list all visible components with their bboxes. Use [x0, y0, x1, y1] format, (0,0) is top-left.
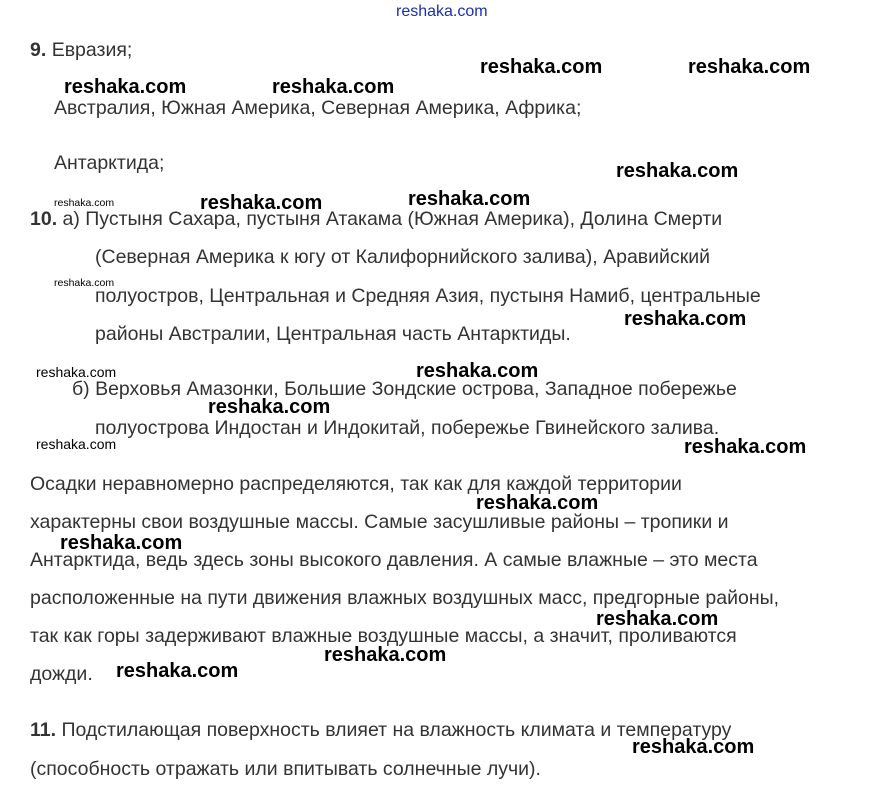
explanation-line-1: Осадки неравномерно распределяются, так как для каждой территории: [30, 473, 682, 495]
watermark: reshaka.com: [624, 308, 747, 330]
explanation-line-6: дожди.: [30, 663, 93, 685]
watermark: reshaka.com: [60, 532, 183, 554]
q10-a-line-4: районы Австралии, Центральная часть Антарктиды.: [95, 323, 571, 345]
q10-a-line-2: (Северная Америка к югу от Калифорнийского залива), Аравийский: [95, 246, 711, 268]
watermark: reshaka.com: [632, 736, 755, 758]
q11-line-1-text: Подстилающая поверхность влияет на влажность климата и температуру: [61, 719, 732, 741]
q10-a-line-1-text: а) Пустыня Сахара, пустыня Атакама (Южная Америка), Долина Смерти: [62, 208, 723, 230]
q9-number: 9.: [30, 39, 47, 61]
q9-line-1: [30, 38, 132, 62]
watermark: reshaka.com: [596, 608, 719, 630]
watermark: reshaka.com: [684, 436, 807, 458]
header-site-watermark: reshaka.com: [396, 3, 488, 20]
explanation-line-2: характерны свои воздушные массы. Самые засушливые районы – тропики и: [30, 511, 729, 533]
q10-number: 10.: [30, 208, 58, 230]
watermark: reshaka.com: [54, 197, 115, 209]
watermark: reshaka.com: [476, 492, 599, 514]
watermark: reshaka.com: [208, 396, 331, 418]
watermark: reshaka.com: [408, 188, 531, 210]
q10-a-line-3: полуостров, Центральная и Средняя Азия, пустыня Намиб, центральные: [95, 285, 761, 307]
q10-b-line-1: б) Верховья Амазонки, Большие Зондские острова, Западное побережье: [72, 378, 737, 400]
q11-number: 11.: [30, 719, 57, 741]
watermark: reshaka.com: [64, 76, 187, 98]
explanation-line-5: так как горы задерживают влажные воздушные массы, а значит, проливаются: [30, 625, 737, 647]
explanation-line-3: Антарктида, ведь здесь зоны высокого давления. А самые влажные – это места: [30, 549, 758, 571]
watermark: reshaka.com: [54, 277, 115, 289]
q11-line-1: [30, 718, 731, 742]
watermark: reshaka.com: [116, 660, 239, 682]
watermark: reshaka.com: [480, 56, 603, 78]
watermark: reshaka.com: [324, 644, 447, 666]
watermark: reshaka.com: [416, 360, 539, 382]
watermark: reshaka.com: [36, 364, 117, 380]
watermark: reshaka.com: [272, 76, 395, 98]
q10-a-line-1: [30, 207, 722, 231]
q11-line-2: (способность отражать или впитывать солнечные лучи).: [30, 758, 541, 780]
watermark: reshaka.com: [36, 436, 117, 452]
q9-line-2: Австралия, Южная Америка, Северная Америка, Африка;: [54, 97, 582, 119]
explanation-line-4: расположенные на пути движения влажных воздушных масс, предгорные районы,: [30, 587, 780, 609]
watermark: reshaka.com: [200, 192, 323, 214]
q9-line-1-text: Евразия;: [51, 39, 133, 61]
watermark: reshaka.com: [616, 160, 739, 182]
q9-line-3: Антарктида;: [54, 152, 165, 174]
q10-b-line-2: полуострова Индостан и Индокитай, побережье Гвинейского залива.: [95, 417, 720, 439]
watermark: reshaka.com: [688, 56, 811, 78]
